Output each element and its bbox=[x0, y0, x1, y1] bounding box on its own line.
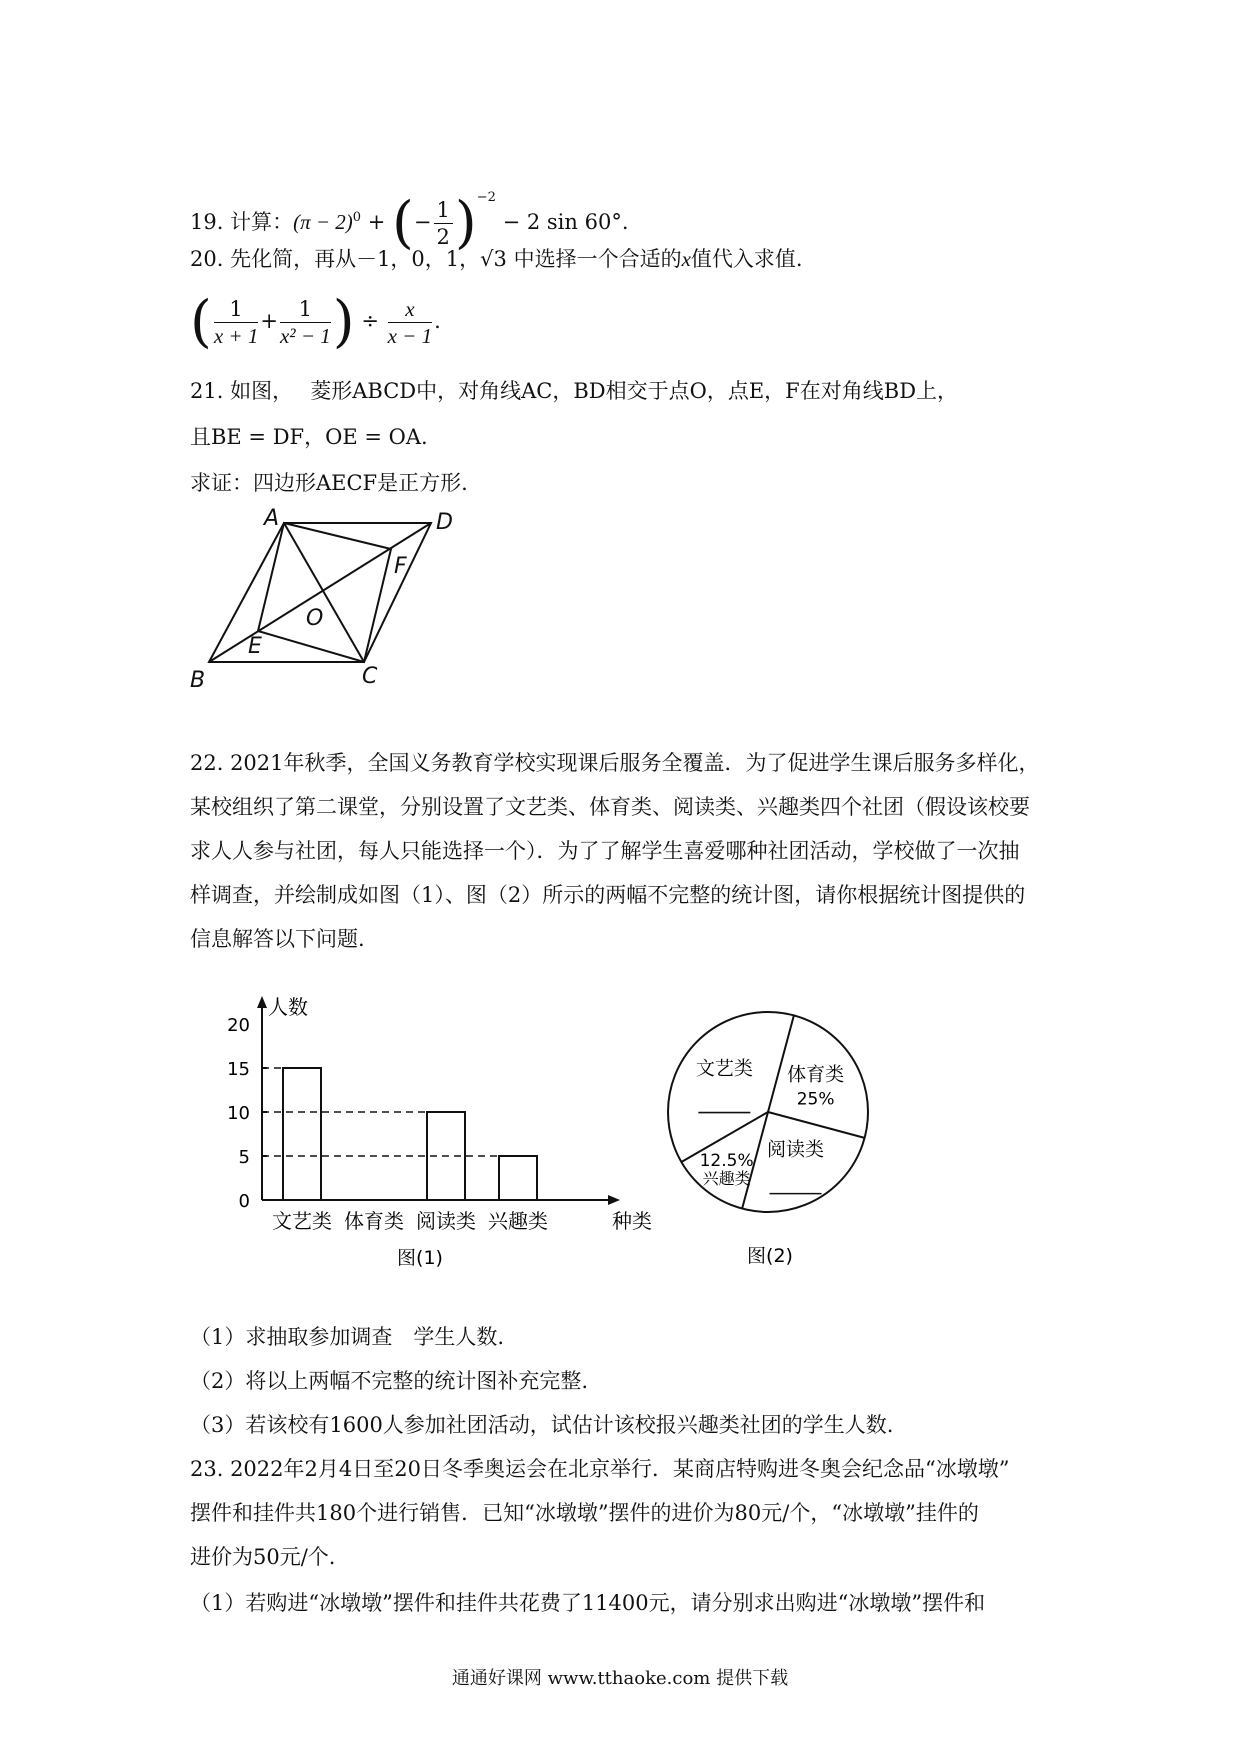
y-tick-label: 5 bbox=[238, 1147, 250, 1168]
q19-paren-left: ( bbox=[392, 190, 414, 256]
question-22-line3: 求人人参与社团，每人只能选择一个）．为了了解学生喜爱哪种社团活动，学校做了一次抽 bbox=[190, 839, 1020, 863]
q19-paren-right: ) bbox=[454, 190, 477, 256]
label-F: F bbox=[394, 554, 407, 579]
label-C: C bbox=[362, 664, 378, 689]
question-22-line5: 信息解答以下问题. bbox=[190, 927, 365, 951]
q20-text: 20. 先化简，再从－1，0，1，√3 中选择一个合适的 bbox=[190, 247, 682, 271]
label-D: D bbox=[436, 510, 453, 535]
q20-div: ÷ bbox=[361, 309, 379, 333]
question-20-expression bbox=[190, 289, 441, 355]
pie-percent-体育类: 25% bbox=[796, 1089, 835, 1110]
question-22-line4: 样调查，并绘制成如图（1）、图（2）所示的两幅不完整的统计图，请你根据统计图提供的 bbox=[190, 883, 1026, 907]
bar-文艺类 bbox=[283, 1068, 321, 1200]
q20-fraction-3 bbox=[388, 296, 433, 349]
question-22-sub2: （2）将以上两幅不完整的统计图补充完整. bbox=[190, 1369, 589, 1393]
q20-var-x: x bbox=[681, 247, 691, 271]
label-E: E bbox=[248, 634, 262, 659]
question-21-line3: 求证：四边形AECF是正方形. bbox=[190, 471, 468, 495]
y-axis-label: 人数 bbox=[268, 995, 308, 1019]
q20-plus: + bbox=[260, 309, 278, 333]
q20-f1-num: 1 bbox=[214, 296, 259, 323]
q19-exp0: 0 bbox=[352, 210, 362, 225]
question-23-line2: 摆件和挂件共180个进行销售．已知“冰墩墩”摆件的进价为80元/个，“冰墩墩”挂件的 bbox=[190, 1501, 979, 1525]
bar-chart bbox=[210, 992, 660, 1282]
q20-fraction-1 bbox=[214, 296, 259, 349]
question-22-sub3: （3）若该校有1600人参加社团活动，试估计该校报兴趣类社团的学生人数. bbox=[190, 1413, 894, 1437]
x-tick-label: 阅读类 bbox=[416, 1209, 476, 1233]
q20-fraction-2 bbox=[280, 296, 331, 349]
x-tick-label: 文艺类 bbox=[272, 1209, 332, 1233]
pie-label-兴趣类: 兴趣类 bbox=[702, 1168, 751, 1188]
question-22-line2: 某校组织了第二课堂，分别设置了文艺类、体育类、阅读类、兴趣类四个社团（假设该校要 bbox=[190, 795, 1030, 819]
y-axis-arrow bbox=[257, 996, 267, 1008]
pie-label-文艺类: 文艺类 bbox=[695, 1057, 753, 1080]
pie-label-体育类: 体育类 bbox=[787, 1063, 845, 1086]
pie-chart bbox=[640, 990, 900, 1280]
q19-plus: + bbox=[367, 210, 386, 234]
question-23-line3: 进价为50元/个. bbox=[190, 1545, 336, 1569]
q19-end: . bbox=[621, 210, 629, 234]
q20-paren-right: ) bbox=[332, 289, 355, 355]
y-tick-label: 15 bbox=[227, 1059, 250, 1080]
question-23-line1: 23. 2022年2月4日至20日冬季奥运会在北京举行．某商店特购进冬奥会纪念品“冰墩墩” bbox=[190, 1457, 1010, 1481]
label-A: A bbox=[264, 506, 280, 531]
question-22-line1: 22. 2021年秋季，全国义务教育学校实现课后服务全覆盖．为了促进学生课后服务多样化， bbox=[190, 751, 1040, 775]
x-tick-label: 兴趣类 bbox=[488, 1209, 548, 1233]
bar-chart-caption: 图(1) bbox=[397, 1247, 443, 1269]
question-23-sub1: （1）若购进“冰墩墩”摆件和挂件共花费了11400元，请分别求出购进“冰墩墩”摆件和 bbox=[190, 1591, 986, 1615]
q19-frac-num: 1 bbox=[434, 197, 453, 224]
footer-credit: 通通好课网 www.tthaoke.com 提供下载 bbox=[451, 1668, 789, 1689]
y-tick-label: 10 bbox=[227, 1103, 250, 1124]
q19-fraction bbox=[434, 197, 453, 250]
bar-兴趣类 bbox=[499, 1156, 537, 1200]
y-tick-label: 20 bbox=[227, 1015, 250, 1036]
question-20-line1 bbox=[190, 244, 803, 274]
rhombus-diagram bbox=[180, 505, 500, 695]
q20-f3-den: x − 1 bbox=[387, 324, 433, 348]
q19-number: 19. 计算： bbox=[190, 210, 294, 234]
q20-f3-num: x bbox=[388, 296, 433, 323]
q19-minus: − bbox=[413, 210, 432, 234]
q19-expr-a: (π − 2) bbox=[293, 210, 353, 234]
question-19 bbox=[190, 170, 629, 256]
question-21-line1: 21. 如图， 菱形ABCD中，对角线AC，BD相交于点O，点E，F在对角线BD上， bbox=[190, 379, 959, 403]
pie-label-阅读类: 阅读类 bbox=[766, 1138, 825, 1161]
q19-tail: − 2 sin 60° bbox=[502, 210, 622, 234]
q19-frac-den: 2 bbox=[436, 225, 450, 249]
label-O: O bbox=[306, 606, 324, 631]
q20-f2-den: x² − 1 bbox=[279, 324, 331, 348]
q20-text-end: 值代入求值. bbox=[690, 247, 803, 271]
q20-paren-left: ( bbox=[190, 289, 212, 355]
x-axis-arrow bbox=[608, 1195, 620, 1205]
q19-exp-neg2: −2 bbox=[476, 190, 496, 205]
question-21-line2: 且BE = DF，OE = OA. bbox=[190, 425, 428, 449]
x-tick-label: 体育类 bbox=[344, 1209, 404, 1233]
q20-end: . bbox=[434, 309, 441, 333]
pie-chart-caption: 图(2) bbox=[747, 1245, 793, 1267]
y-tick-label: 0 bbox=[238, 1191, 250, 1212]
q20-f1-den: x + 1 bbox=[213, 324, 259, 348]
label-B: B bbox=[190, 668, 206, 693]
x-axis-label: 种类 bbox=[612, 1209, 652, 1233]
q20-f2-num: 1 bbox=[280, 296, 331, 323]
question-22-sub1: （1）求抽取参加调查 学生人数. bbox=[190, 1325, 505, 1349]
pie-percent-兴趣类: 12.5% bbox=[699, 1150, 754, 1171]
